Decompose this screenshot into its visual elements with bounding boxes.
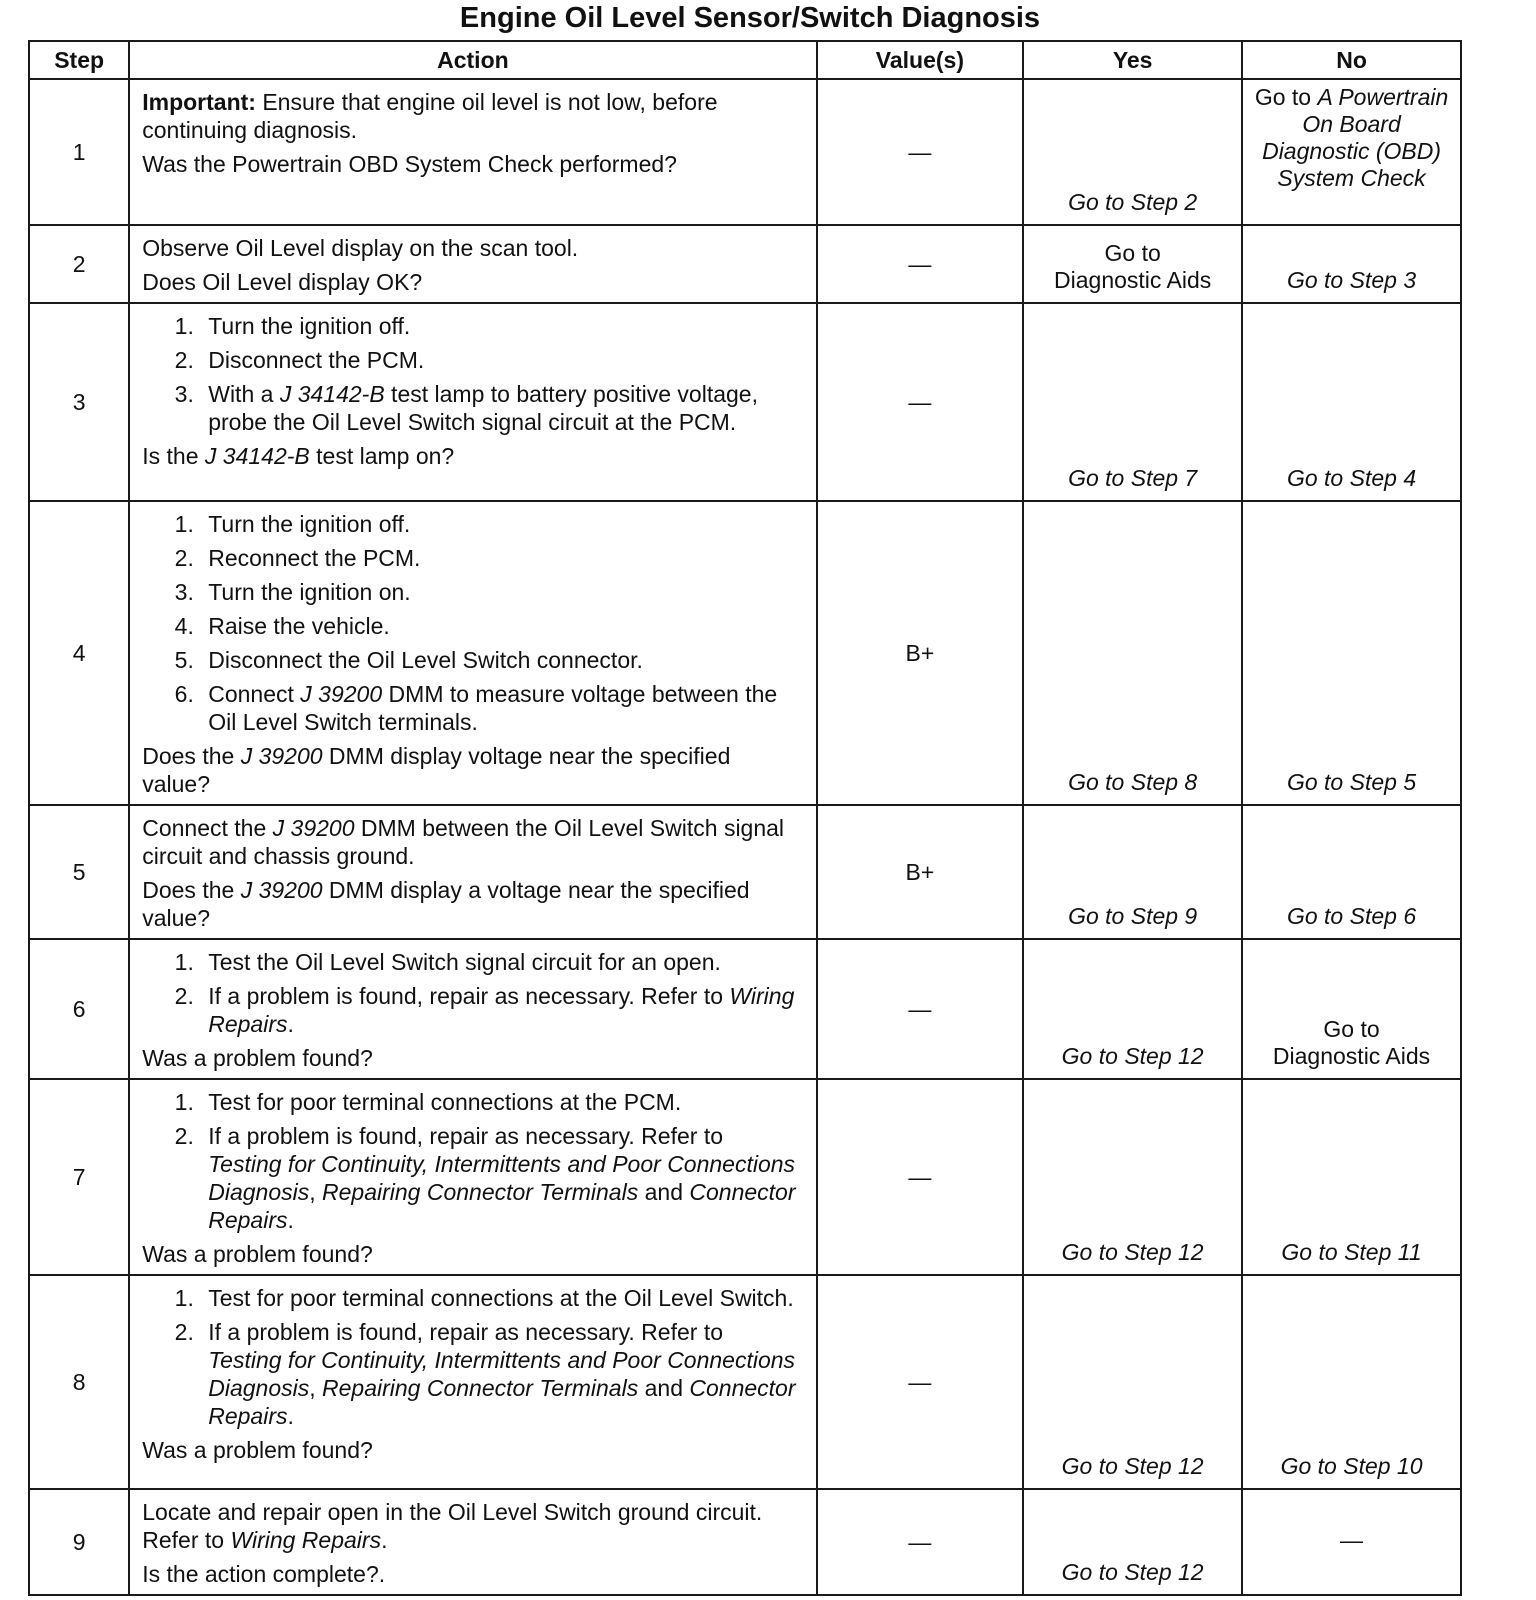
no-cell (1242, 79, 1461, 225)
value-cell: B+ (817, 805, 1024, 939)
yes-cell (1023, 303, 1242, 501)
action-cell (129, 1489, 816, 1595)
no-goto: Go to Step 4 (1286, 465, 1417, 491)
header-yes: Yes (1023, 41, 1242, 79)
yes-goto: Go to Step 2 (1068, 189, 1198, 215)
important-label: Important: (142, 89, 256, 115)
no-cell (1242, 1275, 1461, 1489)
question: Was a problem found? (142, 1437, 373, 1463)
list-item: 1. Test for poor terminal connections at the PCM. (200, 1088, 801, 1116)
yes-cell (1023, 1079, 1242, 1275)
no-cell (1242, 1079, 1461, 1275)
yes-goto: Go to Step 7 (1068, 465, 1198, 491)
value-cell: — (817, 939, 1024, 1079)
step-number: 7 (29, 1079, 129, 1275)
table-row (29, 805, 1461, 939)
important-text: Ensure that engine oil level is not low, before continuing diagnosis. (142, 89, 718, 143)
reference-link: Connector Repairs (208, 1375, 796, 1429)
list-item: 2. If a problem is found, repair as necessary. Refer to Testing for Continuity, Intermittents and Poor Connections Diagnosis, Repairing Connector Terminals and Connector Repairs. (200, 1318, 801, 1430)
no-prefix: Go to (1323, 1016, 1380, 1042)
tool-ref: J 34142-B (279, 381, 385, 407)
tool-ref: J 39200 (272, 815, 355, 841)
yes-cell (1023, 225, 1242, 303)
list-item: 1. Test for poor terminal connections at the Oil Level Switch. (200, 1284, 801, 1312)
header-step: Step (29, 41, 129, 79)
step-number: 8 (29, 1275, 129, 1489)
question: Does the J 39200 DMM display voltage near the specified value? (142, 743, 731, 797)
reference-link: Wiring Repairs (230, 1527, 382, 1553)
list-item: 3. With a J 34142-B test lamp to battery positive voltage, probe the Oil Level Switch signal circuit at the PCM. (200, 380, 801, 436)
no-goto: Go to Step 10 (1280, 1453, 1423, 1479)
no-cell (1242, 939, 1461, 1079)
header-no: No (1242, 41, 1461, 79)
action-cell (129, 1079, 816, 1275)
reference-link: Connector Repairs (208, 1179, 796, 1233)
reference-link: Wiring Repairs (208, 983, 795, 1037)
step-list (142, 948, 801, 1038)
value-cell: — (817, 79, 1024, 225)
table-row (29, 939, 1461, 1079)
no-goto: A Powertrain On Board Diagnostic (OBD) System Check (1262, 84, 1449, 191)
reference-link: Repairing Connector Terminals (322, 1375, 639, 1401)
tool-ref: J 39200 (300, 681, 383, 707)
no-cell (1242, 225, 1461, 303)
yes-prefix: Go to (1104, 240, 1161, 266)
list-item: 2. Reconnect the PCM. (200, 544, 801, 572)
question: Was the Powertrain OBD System Check performed? (142, 151, 677, 177)
table-row (29, 303, 1461, 501)
question: Is the action complete?. (142, 1561, 386, 1587)
list-item: 1. Turn the ignition off. (200, 510, 801, 538)
reference-link: Repairing Connector Terminals (322, 1179, 639, 1205)
no-cell: — (1242, 1489, 1461, 1595)
header-row (29, 41, 1461, 79)
yes-cell (1023, 805, 1242, 939)
table-row (29, 501, 1461, 805)
step-number: 4 (29, 501, 129, 805)
step-number: 2 (29, 225, 129, 303)
value-cell: — (817, 1489, 1024, 1595)
value-cell: B+ (817, 501, 1024, 805)
step-list (142, 312, 801, 436)
no-cell (1242, 501, 1461, 805)
action-cell (129, 939, 816, 1079)
list-item: 3. Turn the ignition on. (200, 578, 801, 606)
action-cell (129, 225, 816, 303)
question: Was a problem found? (142, 1241, 373, 1267)
table-row (29, 225, 1461, 303)
list-item: 4. Raise the vehicle. (200, 612, 801, 640)
question: Does the J 39200 DMM display a voltage near the specified value? (142, 877, 750, 931)
tool-ref: J 39200 (240, 743, 323, 769)
yes-goto: Go to Step 12 (1061, 1453, 1204, 1479)
yes-cell (1023, 939, 1242, 1079)
step-list (142, 1284, 801, 1430)
action-cell (129, 501, 816, 805)
yes-goto: Go to Step 12 (1061, 1239, 1204, 1265)
page-title: Engine Oil Level Sensor/Switch Diagnosis (459, 2, 1041, 34)
no-goto: Diagnostic Aids (1272, 1043, 1431, 1069)
question: Is the J 34142-B test lamp on? (142, 443, 455, 469)
no-cell (1242, 303, 1461, 501)
no-prefix: Go to (1254, 84, 1318, 110)
action-cell (129, 1275, 816, 1489)
yes-cell (1023, 501, 1242, 805)
list-item: 5. Disconnect the Oil Level Switch connector. (200, 646, 801, 674)
list-item: 2. If a problem is found, repair as necessary. Refer to Wiring Repairs. (200, 982, 801, 1038)
step-number: 3 (29, 303, 129, 501)
no-goto: Go to Step 11 (1281, 1239, 1422, 1265)
value-cell: — (817, 1275, 1024, 1489)
table-row (29, 1489, 1461, 1595)
question: Was a problem found? (142, 1045, 373, 1071)
diagnosis-table (28, 40, 1462, 1596)
table-row (29, 1275, 1461, 1489)
action-cell (129, 805, 816, 939)
reference-link: Testing for Continuity, Intermittents and Poor Connections Diagnosis (208, 1347, 796, 1401)
header-action: Action (129, 41, 816, 79)
step-number: 6 (29, 939, 129, 1079)
action-cell (129, 79, 816, 225)
list-item: 1. Test the Oil Level Switch signal circuit for an open. (200, 948, 801, 976)
value-cell: — (817, 225, 1024, 303)
yes-goto: Go to Step 9 (1068, 903, 1198, 929)
no-cell (1242, 805, 1461, 939)
list-item: 1. Turn the ignition off. (200, 312, 801, 340)
list-item: 2. Disconnect the PCM. (200, 346, 801, 374)
no-goto: Go to Step 6 (1286, 903, 1417, 929)
reference-link: Testing for Continuity, Intermittents and Poor Connections Diagnosis (208, 1151, 796, 1205)
list-item: 2. If a problem is found, repair as necessary. Refer to Testing for Continuity, Intermittents and Poor Connections Diagnosis, Repairing Connector Terminals and Connector Repairs. (200, 1122, 801, 1234)
table-row (29, 79, 1461, 225)
yes-cell (1023, 1275, 1242, 1489)
list-item: 6. Connect J 39200 DMM to measure voltage between the Oil Level Switch terminals. (200, 680, 801, 736)
yes-goto: Go to Step 12 (1061, 1043, 1204, 1069)
tool-ref: J 34142-B (204, 443, 310, 469)
yes-goto: Go to Step 8 (1068, 769, 1198, 795)
step-list (142, 1088, 801, 1234)
yes-cell (1023, 1489, 1242, 1595)
step-number: 9 (29, 1489, 129, 1595)
step-number: 5 (29, 805, 129, 939)
step-number: 1 (29, 79, 129, 225)
value-cell: — (817, 303, 1024, 501)
action-line: Connect the J 39200 DMM between the Oil Level Switch signal circuit and chassis ground. (142, 815, 785, 869)
no-goto: Go to Step 5 (1286, 769, 1417, 795)
tool-ref: J 39200 (240, 877, 323, 903)
step-list (142, 510, 801, 736)
yes-goto: Diagnostic Aids (1054, 267, 1212, 293)
action-cell (129, 303, 816, 501)
table-row (29, 1079, 1461, 1275)
yes-cell (1023, 79, 1242, 225)
question: Does Oil Level display OK? (142, 269, 423, 295)
action-line: Observe Oil Level display on the scan tool. (142, 235, 579, 261)
header-values: Value(s) (817, 41, 1024, 79)
yes-goto: Go to Step 12 (1061, 1559, 1204, 1585)
action-line: Locate and repair open in the Oil Level Switch ground circuit. Refer to Wiring Repairs. (142, 1499, 763, 1553)
no-goto: Go to Step 3 (1286, 267, 1417, 293)
value-cell: — (817, 1079, 1024, 1275)
